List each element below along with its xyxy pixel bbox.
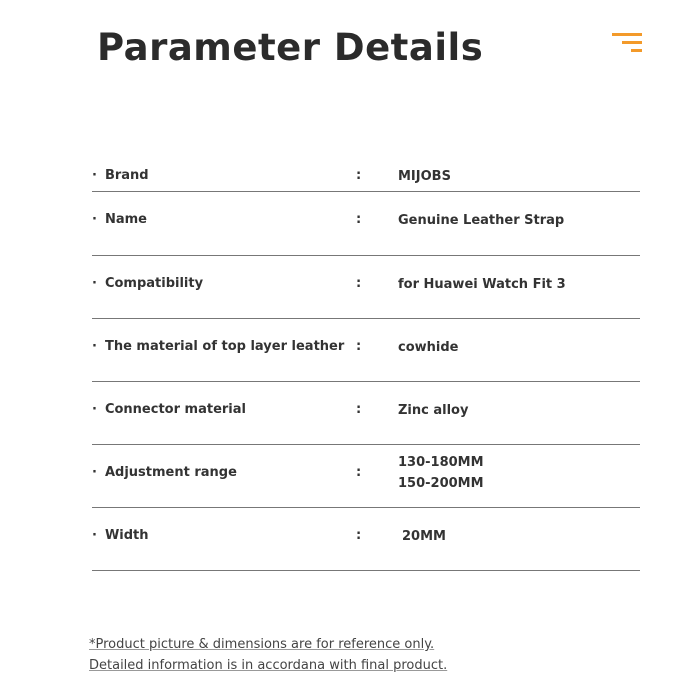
param-colon: : — [356, 167, 362, 183]
param-row — [92, 191, 640, 256]
param-colon: : — [356, 464, 362, 480]
param-value-line: 150-200MM — [398, 476, 484, 491]
param-colon: : — [356, 401, 362, 417]
param-colon: : — [356, 212, 362, 227]
param-colon: : — [356, 275, 362, 291]
param-label: · Adjustment range — [92, 465, 237, 480]
param-value-line: for Huawei Watch Fit 3 — [398, 276, 566, 292]
param-label: · Compatibility — [92, 276, 203, 291]
param-value — [402, 526, 446, 547]
param-row — [92, 318, 640, 382]
param-label: · Width — [92, 528, 149, 543]
param-row — [92, 255, 640, 319]
param-value — [398, 210, 564, 231]
param-row — [92, 381, 640, 445]
param-value-line: 130-180MM — [398, 455, 484, 470]
param-value-line: Genuine Leather Strap — [398, 213, 565, 228]
page-title: Parameter Details — [97, 26, 484, 69]
param-value-line: Zinc alloy — [398, 402, 469, 418]
param-label: · Connector material — [92, 402, 246, 417]
disclaimer-line-2: Detailed information is in accordana with final product. — [89, 658, 448, 673]
param-label: · Brand — [92, 168, 149, 183]
param-colon: : — [356, 527, 362, 543]
param-value — [398, 452, 484, 494]
param-value-line: 20MM — [402, 528, 446, 544]
param-value — [398, 400, 468, 421]
param-row — [92, 150, 640, 192]
param-row — [92, 444, 640, 508]
param-value — [398, 166, 451, 187]
param-label: · The material of top layer leather — [92, 339, 344, 354]
menu-icon[interactable] — [610, 30, 642, 54]
param-value — [398, 274, 566, 295]
param-value — [398, 337, 458, 358]
disclaimer-line-1: *Product picture & dimensions are for reference only. — [89, 637, 435, 652]
param-colon: : — [356, 338, 362, 354]
param-row — [92, 507, 640, 571]
param-label: · Name — [92, 212, 147, 227]
param-value-line: MIJOBS — [398, 168, 451, 184]
param-value-line: cowhide — [398, 339, 459, 355]
